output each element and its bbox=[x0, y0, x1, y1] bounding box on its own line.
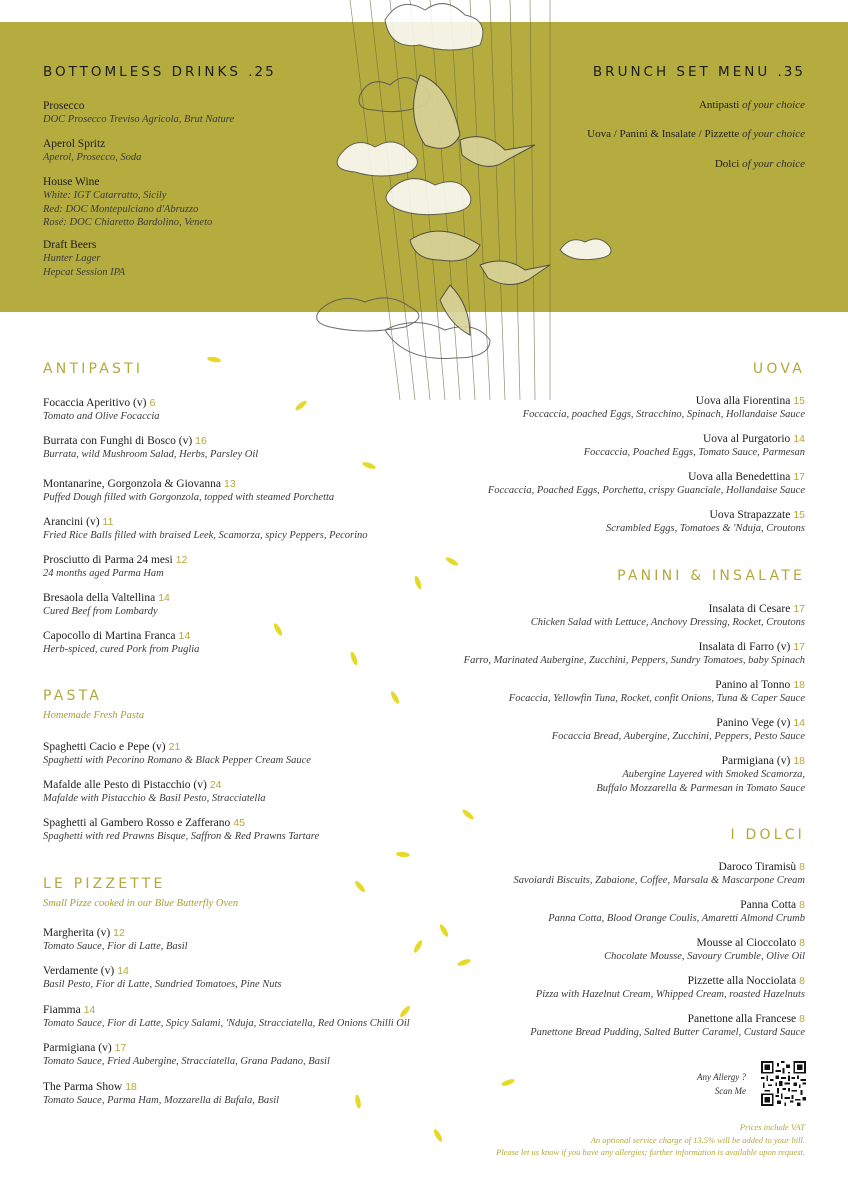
leaf-decoration bbox=[396, 851, 410, 857]
menu-item: Mousse al Cioccolato 8 Chocolate Mousse, Savoury Crumble, Olive Oil bbox=[604, 937, 805, 962]
drink-name: Aperol Spritz bbox=[43, 138, 106, 150]
menu-item: Spaghetti al Gambero Rosso e Zafferano 45 Spaghetti with red Prawns Bisque, Saffron & Red Prawns Tartare bbox=[43, 817, 320, 842]
menu-item: Uova alla Fiorentina 15 Foccaccia, poached Eggs, Stracchino, Spinach, Hollandaise Sauce bbox=[522, 395, 805, 420]
drink-desc: Red: DOC Montepulciano d'Abruzzo bbox=[43, 203, 199, 215]
brunch-course: Dolci of your choice bbox=[714, 158, 805, 170]
menu-item: Parmigiana (v) 18 Aubergine Layered with Smoked Scamorza, Buffalo Mozzarella & Parmesan in Tomato Sauce bbox=[596, 755, 805, 794]
footer-notes: Prices include VAT An optional service charge of 13.5% will be added to your bill. Please let us know if you have any allergies; further information is available upon request. bbox=[496, 1122, 805, 1157]
bottomless-drinks-section bbox=[43, 64, 443, 80]
menu-item: Panino Vege (v) 14 Focaccia Bread, Aubergine, Zucchini, Peppers, Pesto Sauce bbox=[551, 717, 805, 742]
drink-desc: Hunter Lager bbox=[43, 253, 101, 264]
brunch-title: BRUNCH SET MENU .35 bbox=[592, 64, 805, 80]
pasta-section bbox=[43, 688, 443, 721]
menu-item: Arancini (v) 11 Fried Rice Balls filled with braised Leek, Scamorza, spicy Peppers, Pecorino bbox=[43, 516, 368, 541]
menu-item: Bresaola della Valtellina 14 Cured Beef from Lombardy bbox=[43, 592, 170, 617]
antipasti-title: ANTIPASTI bbox=[43, 361, 144, 377]
leaf-decoration bbox=[445, 556, 460, 567]
menu-item: Panna Cotta 8 Panna Cotta, Blood Orange Coulis, Amaretti Almond Crumb bbox=[548, 899, 805, 924]
menu-item: Margherita (v) 12 Tomato Sauce, Fior di Latte, Basil bbox=[43, 927, 188, 952]
bottomless-item bbox=[43, 175, 443, 230]
menu-item: Panino al Tonno 18 Focaccia, Yellowfin Tuna, Rocket, confit Onions, Tuna & Caper Sauce bbox=[508, 679, 805, 704]
bottomless-title: BOTTOMLESS DRINKS .25 bbox=[43, 64, 276, 80]
menu-item: The Parma Show 18 Tomato Sauce, Parma Ham, Mozzarella di Bufala, Basil bbox=[43, 1081, 280, 1106]
menu-item: Parmigiana (v) 17 Tomato Sauce, Fried Aubergine, Stracciatella, Grana Padano, Basil bbox=[43, 1042, 330, 1067]
pizzette-title: LE PIZZETTE bbox=[43, 876, 166, 892]
leaf-decoration bbox=[362, 461, 377, 470]
brunch-course: Antipasti of your choice bbox=[698, 99, 805, 111]
menu-item: Insalata di Cesare 17 Chicken Salad with Lettuce, Anchovy Dressing, Rocket, Croutons bbox=[530, 603, 805, 628]
bottomless-item bbox=[43, 238, 443, 279]
menu-item: Pizzette alla Nocciolata 8 Pizza with Hazelnut Cream, Whipped Cream, roasted Hazelnuts bbox=[535, 975, 805, 1000]
drink-name: House Wine bbox=[43, 176, 100, 188]
menu-item: Uova Strapazzate 15 Scrambled Eggs, Tomatoes & 'Nduja, Croutons bbox=[606, 509, 805, 534]
leaf-decoration bbox=[461, 808, 475, 821]
menu-item: Uova al Purgatorio 14 Foccaccia, Poached Eggs, Tomato Sauce, Parmesan bbox=[583, 433, 805, 458]
drink-name: Draft Beers bbox=[43, 239, 97, 251]
drink-name: Prosecco bbox=[43, 100, 85, 112]
menu-item: Prosciutto di Parma 24 mesi 12 24 months aged Parma Ham bbox=[43, 554, 188, 579]
qr-code-icon[interactable] bbox=[761, 1061, 806, 1106]
brunch-set-menu-section bbox=[385, 64, 805, 80]
menu-item: Mafalde alle Pesto di Pistacchio (v) 24 Mafalde with Pistacchio & Basil Pesto, Stracciatella bbox=[43, 779, 266, 804]
menu-item: Focaccia Aperitivo (v) 6 Tomato and Olive Focaccia bbox=[43, 397, 160, 422]
drink-desc: DOC Prosecco Treviso Agricola, Brut Nature bbox=[43, 114, 235, 125]
menu-item: Insalata di Farro (v) 17 Farro, Marinated Aubergine, Zucchini, Peppers, Sundry Tomatoes, baby Spinach bbox=[463, 641, 805, 666]
menu-item: Daroco Tiramisù 8 Savoiardi Biscuits, Zabaione, Coffee, Marsala & Mascarpone Cream bbox=[513, 861, 805, 886]
menu-item: Uova alla Benedettina 17 Foccaccia, Poached Eggs, Porchetta, crispy Guanciale, Hollandaise Sauce bbox=[487, 471, 805, 496]
pasta-title: PASTA bbox=[43, 688, 103, 704]
menu-item: Fiamma 14 Tomato Sauce, Fior di Latte, Spicy Salami, 'Nduja, Stracciatella, Red Onions Chilli Oil bbox=[43, 1004, 410, 1029]
pasta-subtitle: Homemade Fresh Pasta bbox=[43, 710, 145, 721]
menu-item: Spaghetti Cacio e Pepe (v) 21 Spaghetti with Pecorino Romano & Black Pepper Cream Sauce bbox=[43, 741, 311, 766]
uova-title: UOVA bbox=[752, 361, 805, 377]
drink-desc: Rosé: DOC Chiaretto Bardolino, Veneto bbox=[43, 217, 213, 228]
pizzette-subtitle: Small Pizze cooked in our Blue Butterfly Oven bbox=[43, 898, 239, 909]
brunch-course: Uova / Panini & Insalate / Pizzette of your choice bbox=[587, 128, 805, 140]
menu-item: Verdamente (v) 14 Basil Pesto, Fior di Latte, Sundried Tomatoes, Pine Nuts bbox=[43, 965, 282, 990]
menu-item: Montanarine, Gorgonzola & Giovanna 13 Puffed Dough filled with Gorgonzola, topped with steamed Porchetta bbox=[43, 478, 335, 503]
menu-item: Panettone alla Francese 8 Panettone Bread Pudding, Salted Butter Caramel, Custard Sauce bbox=[530, 1013, 805, 1038]
bottomless-item bbox=[43, 137, 443, 165]
drink-desc: Hepcat Session IPA bbox=[43, 266, 126, 278]
bottomless-item bbox=[43, 99, 443, 127]
pizzette-section bbox=[43, 876, 443, 909]
menu-item: Capocollo di Martina Franca 14 Herb-spiced, cured Pork from Puglia bbox=[43, 630, 200, 655]
drink-desc: White: IGT Catarratto, Sicily bbox=[43, 190, 167, 201]
allergy-note: Any Allergy ? Scan Me bbox=[697, 1072, 746, 1096]
drink-desc: Aperol, Prosecco, Soda bbox=[43, 152, 142, 163]
dolci-title: I DOLCI bbox=[730, 827, 805, 843]
menu-item: Burrata con Funghi di Bosco (v) 16 Burrata, wild Mushroom Salad, Herbs, Parsley Oil bbox=[43, 435, 259, 460]
panini-title: PANINI & INSALATE bbox=[617, 568, 805, 584]
leaf-decoration bbox=[501, 1078, 516, 1087]
